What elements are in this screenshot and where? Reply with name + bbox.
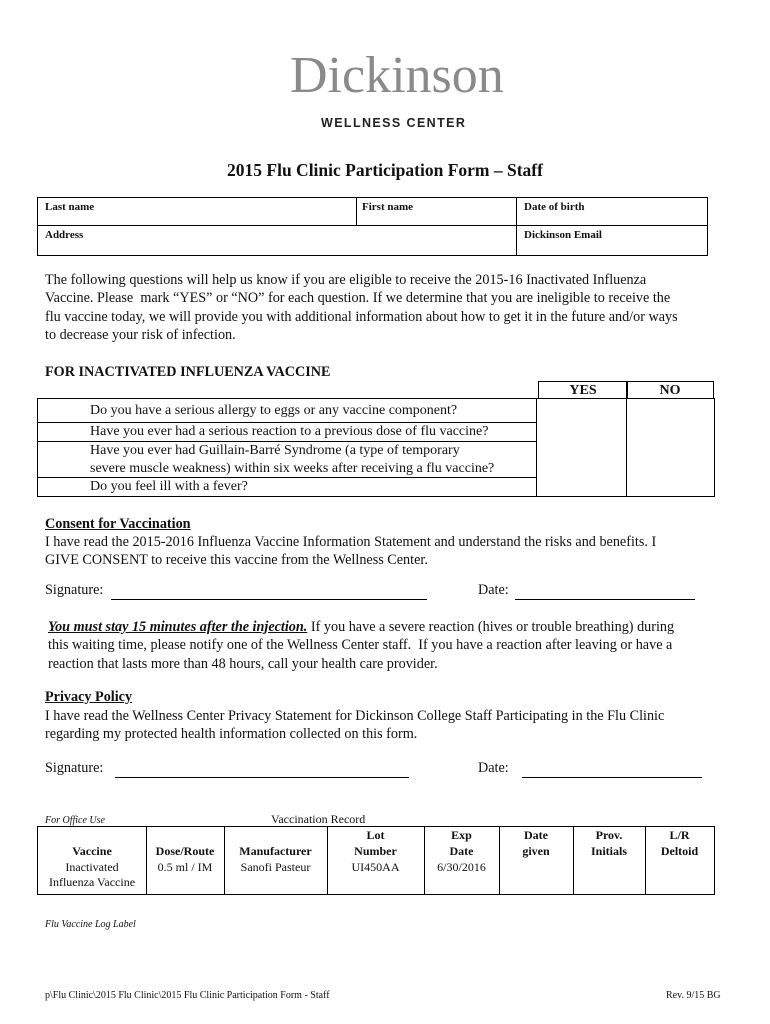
- address-field[interactable]: Address: [45, 229, 84, 241]
- for-office-use-label: For Office Use: [45, 815, 105, 826]
- header-prov-initials: Initials: [590, 844, 627, 858]
- header-date-given: given: [522, 844, 550, 858]
- header-prov: Prov.: [595, 828, 623, 842]
- email-field[interactable]: Dickinson Email: [524, 229, 602, 241]
- wait-emphasis: You must stay 15 minutes after the injection.: [48, 619, 308, 635]
- consent-signature-line[interactable]: [111, 582, 427, 600]
- question-guillain-barre-line2: severe muscle weakness) within six weeks after receiving a flu vaccine?: [90, 461, 495, 476]
- flu-vaccine-log-label: Flu Vaccine Log Label: [45, 919, 136, 930]
- yes-answer-cells[interactable]: [537, 399, 626, 495]
- question-prior-reaction: Have you ever had a serious reaction to a previous dose of flu vaccine?: [90, 424, 489, 439]
- header-date: Date: [524, 828, 548, 842]
- consent-text: I have read the 2015-2016 Influenza Vaccine Information Statement and understand the risks and benefits. I GIVE CONSENT to receive this vaccine from the Wellness Center.: [45, 534, 657, 569]
- privacy-date-row: [478, 760, 702, 778]
- signature-label: Signature:: [45, 760, 104, 776]
- question-egg-allergy: Do you have a serious allergy to eggs or any vaccine component?: [90, 403, 458, 418]
- first-name-field[interactable]: First name: [362, 201, 414, 213]
- header-lr: L/R: [669, 828, 690, 842]
- consent-date-line[interactable]: [515, 582, 695, 600]
- consent-heading: Consent for Vaccination: [45, 516, 191, 532]
- privacy-date-line[interactable]: [522, 760, 702, 778]
- consent-signature-row: [45, 582, 427, 600]
- header-dose-route: Dose/Route: [155, 844, 215, 858]
- privacy-signature-line[interactable]: [115, 760, 409, 778]
- footer-file-path: p\Flu Clinic\2015 Flu Clinic\2015 Flu Clinic Participation Form - Staff: [45, 990, 330, 1001]
- vaccination-record-table: [37, 826, 715, 895]
- header-exp-date: Date: [449, 844, 474, 858]
- form-title: 2015 Flu Clinic Participation Form – Staff: [227, 160, 543, 180]
- question-guillain-barre-line1: Have you ever had Guillain-Barré Syndrome (a type of temporary: [90, 443, 460, 458]
- consent-date-row: [478, 582, 695, 600]
- row-exp: 6/30/2016: [437, 860, 486, 874]
- question-fever: Do you feel ill with a fever?: [90, 479, 248, 494]
- last-name-field[interactable]: Last name: [45, 201, 95, 213]
- footer-revision: Rev. 9/15 BG: [666, 990, 721, 1001]
- wait-notice: You must stay 15 minutes after the injection. If you have a severe reaction (hives or trouble breathing) during this waiting time, please notify one of the Wellness Center staff. If you have a reaction after leaving or have a reaction that lasts more than 48 hours, call your health care provider.: [48, 619, 675, 672]
- row-dose: 0.5 ml / IM: [157, 860, 213, 874]
- vaccination-record-title: Vaccination Record: [271, 812, 366, 826]
- row-manufacturer: Sanofi Pasteur: [240, 860, 311, 874]
- intro-paragraph: The following questions will help us know if you are eligible to receive the 2015-16 Inactivated Influenza Vaccine. Please mark “YES” or “NO” for each question. If we determine that you are ineligible to receive the flu vaccine today, we will provide you with additional information about how to get it in the future and/or ways to decrease your risk of infection.: [45, 272, 678, 343]
- row-vaccine-line2: Influenza Vaccine: [48, 875, 136, 889]
- row-vaccine-line1: Inactivated: [65, 860, 119, 874]
- date-label: Date:: [478, 760, 509, 776]
- vaccine-section-heading: FOR INACTIVATED INFLUENZA VACCINE: [45, 364, 331, 380]
- yes-column-header: YES: [538, 381, 628, 399]
- no-answer-cells[interactable]: [627, 399, 713, 495]
- header-lot-number: Number: [354, 844, 397, 858]
- signature-label: Signature:: [45, 582, 104, 598]
- header-deltoid: Deltoid: [660, 844, 699, 858]
- eligibility-questions-table: [37, 398, 715, 497]
- header-lot: Lot: [366, 828, 385, 842]
- date-of-birth-field[interactable]: Date of birth: [524, 201, 585, 213]
- date-label: Date:: [478, 582, 509, 598]
- header-manufacturer: Manufacturer: [239, 844, 312, 858]
- no-column-header: NO: [626, 381, 714, 399]
- personal-info-table: [37, 197, 708, 256]
- header-vaccine: Vaccine: [72, 844, 112, 858]
- privacy-signature-row: [45, 760, 409, 778]
- privacy-heading: Privacy Policy: [45, 689, 133, 705]
- dickinson-logo-text: Dickinson: [290, 47, 504, 104]
- header-exp: Exp: [451, 828, 472, 842]
- row-lot: UI450AA: [351, 860, 400, 874]
- wellness-center-subtitle: WELLNESS CENTER: [321, 116, 467, 130]
- privacy-text: I have read the Wellness Center Privacy Statement for Dickinson College Staff Participating in the Flu Clinic regarding my protected health information collected on this form.: [45, 708, 665, 743]
